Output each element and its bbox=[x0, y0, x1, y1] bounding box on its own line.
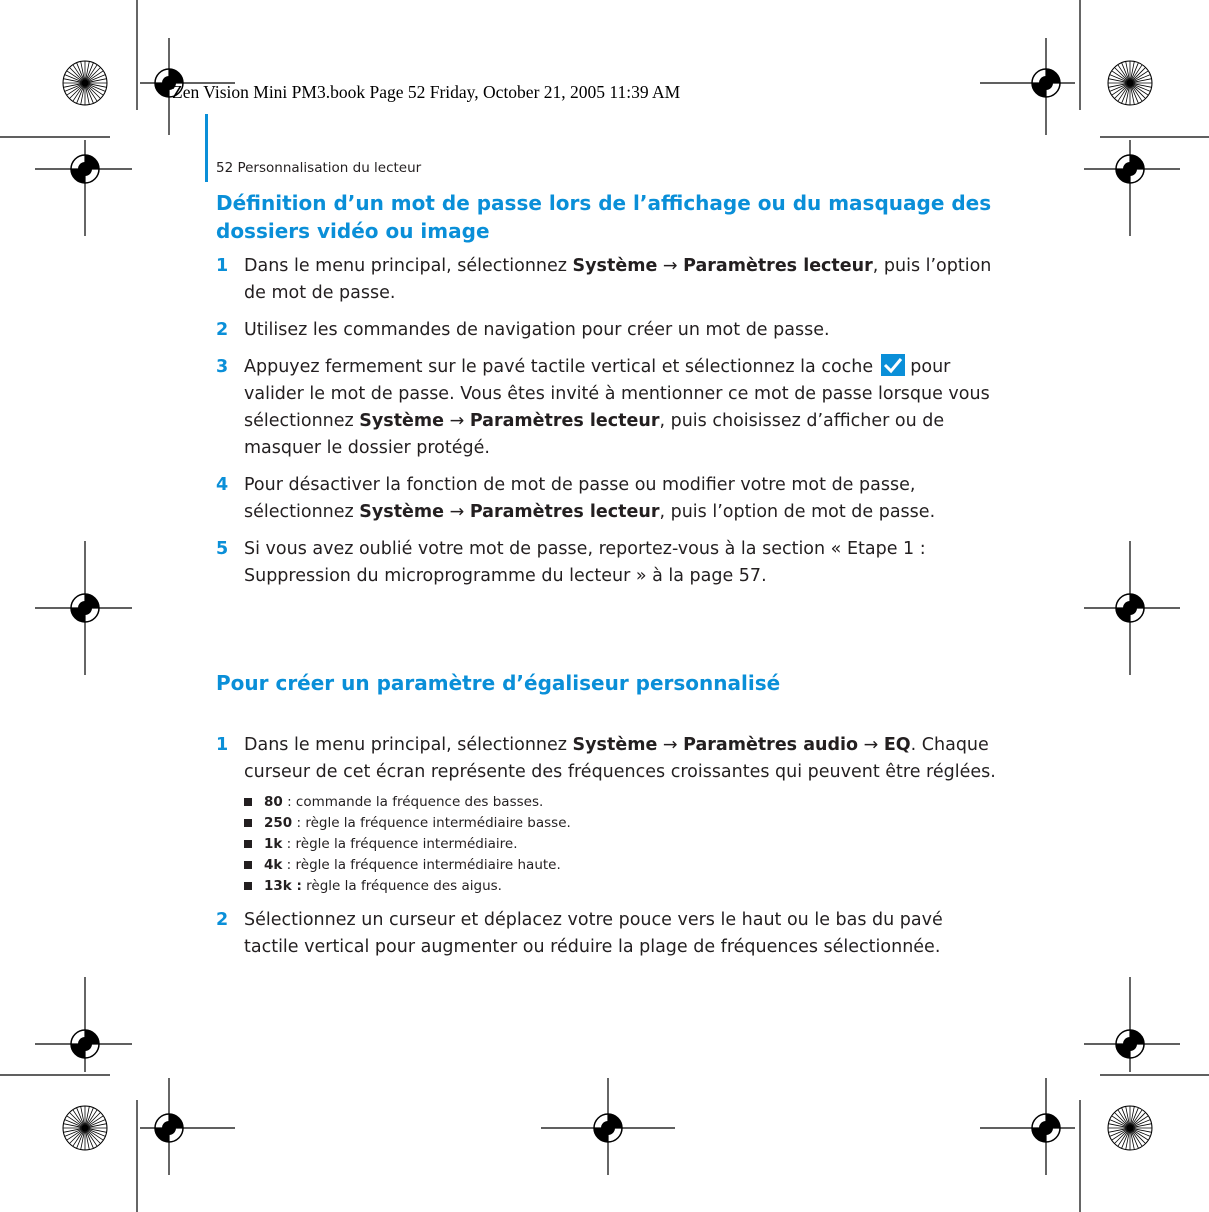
running-header: 52 Personnalisation du lecteur bbox=[216, 160, 422, 176]
checkmark-icon bbox=[881, 354, 905, 376]
list-item: 1 Dans le menu principal, sélectionnez Système → Paramètres lecteur, puis l’option de mot de passe. bbox=[216, 256, 992, 303]
list-item: 2 Sélectionnez un curseur et déplacez votre pouce vers le haut ou le bas du pavé tactile vertical pour augmenter ou réduire la plage de fréquences sélectionnée. bbox=[216, 910, 943, 957]
eq-band-item: 250 : règle la fréquence intermédiaire basse. bbox=[244, 813, 996, 834]
eq-band-list bbox=[244, 792, 996, 897]
section-title-password: Définition d’un mot de passe lors de l’affichage ou du masquage des dossiers vidéo ou image bbox=[216, 191, 992, 243]
list-item: 1 Dans le menu principal, sélectionnez Système → Paramètres audio → EQ. Chaque curseur de cet écran représente des fréquences croissantes qui peuvent être réglées. 80 : commande la fréquence des basses. 250 : règle la fréquence intermédiaire basse. 1k : règle la fréquence intermédiaire. 4k : règle la fréquence intermédiaire haute. 13k : règle la fréquence des aigus. bbox=[216, 732, 996, 897]
eq-band-item: 13k : règle la fréquence des aigus. bbox=[244, 876, 996, 897]
list-item: 5 Si vous avez oublié votre mot de passe, reportez-vous à la section « Etape 1 : Suppression du microprogramme du lecteur » à la page 57. bbox=[216, 539, 926, 586]
eq-band-item: 4k : règle la fréquence intermédiaire haute. bbox=[244, 855, 996, 876]
header-rule bbox=[205, 114, 208, 182]
bullet-square-icon bbox=[244, 798, 252, 806]
list-item: 3 Appuyez fermement sur le pavé tactile vertical et sélectionnez la coche pour valider le mot de passe. Vous êtes invité à mentionner ce mot de passe lorsque vous sélectionnez Système → Paramètres lecteur, puis choisissez d’afficher ou de masquer le dossier protégé. bbox=[216, 354, 996, 462]
password-steps bbox=[216, 253, 996, 600]
print-slug-line: Zen Vision Mini PM3.book Page 52 Friday, October 21, 2005 11:39 AM bbox=[172, 82, 681, 102]
bullet-square-icon bbox=[244, 840, 252, 848]
eq-band-item: 1k : règle la fréquence intermédiaire. bbox=[244, 834, 996, 855]
list-item: 4 Pour désactiver la fonction de mot de passe ou modifier votre mot de passe, sélectionnez Système → Paramètres lecteur, puis l’option de mot de passe. bbox=[216, 475, 936, 522]
equalizer-steps bbox=[216, 732, 996, 971]
list-item: 2 Utilisez les commandes de navigation pour créer un mot de passe. bbox=[216, 320, 830, 340]
bullet-square-icon bbox=[244, 819, 252, 827]
bullet-square-icon bbox=[244, 861, 252, 869]
section-title-equalizer: Pour créer un paramètre d’égaliseur personnalisé bbox=[216, 671, 781, 695]
eq-band-item: 80 : commande la fréquence des basses. bbox=[244, 792, 996, 813]
bullet-square-icon bbox=[244, 882, 252, 890]
